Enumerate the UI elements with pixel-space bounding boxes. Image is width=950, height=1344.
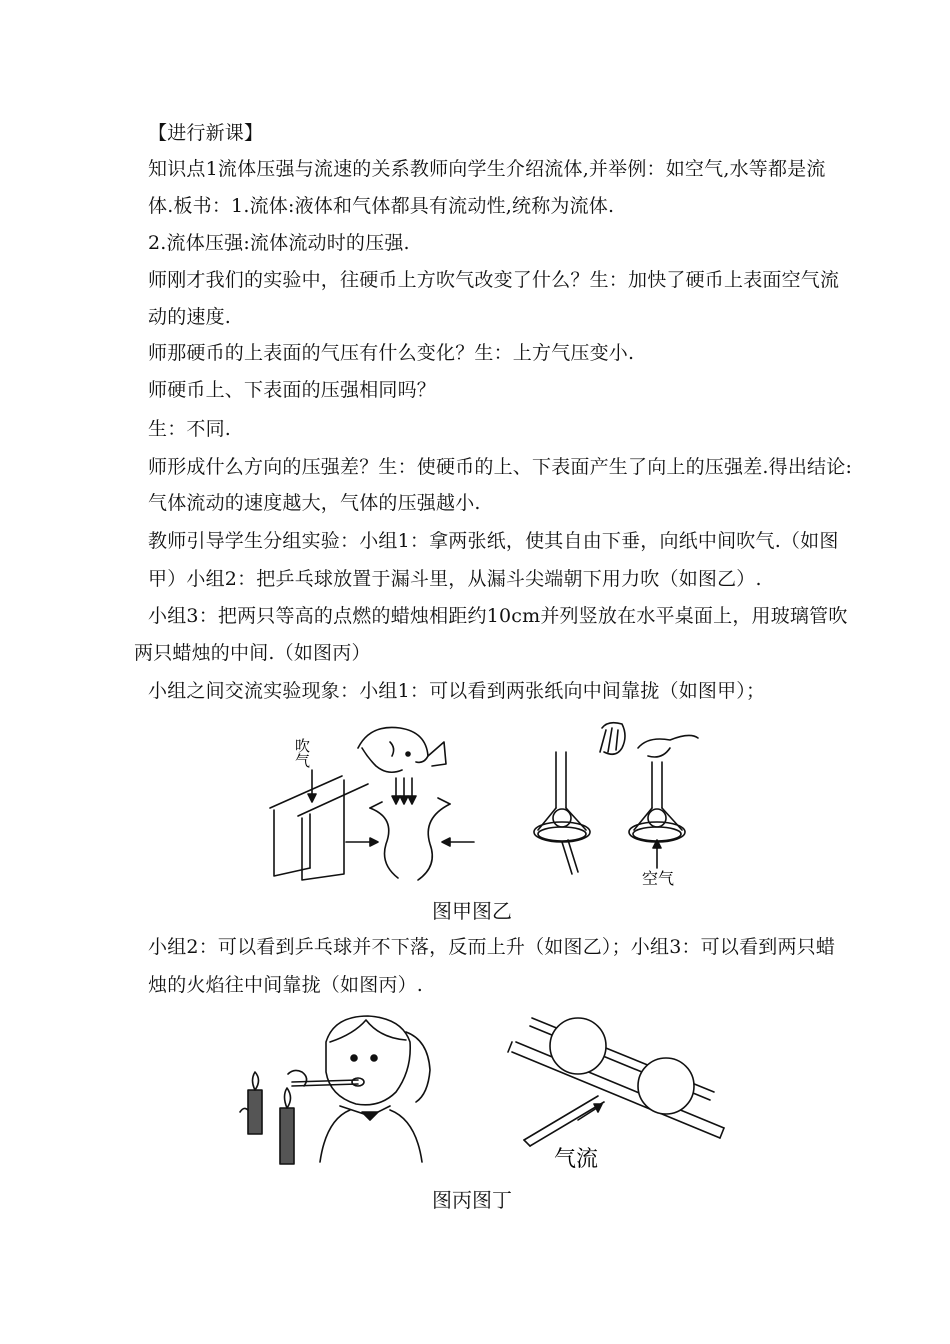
paragraph-line: 知识点1流体压强与流速的关系教师向学生介绍流体,并举例：如空气,水等都是流 [148, 158, 826, 180]
paragraph-line: 师硬币上、下表面的压强相同吗？ [148, 379, 437, 401]
figure-caption-2: 图丙图丁 [432, 1188, 512, 1212]
paragraph-line: 师形成什么方向的压强差？生：使硬币的上、下表面产生了向上的压强差.得出结论: [148, 456, 853, 478]
paragraph-line: 气体流动的速度越大，气体的压强越小. [148, 492, 481, 514]
figure-jia-yi [250, 718, 710, 888]
paragraph-line: 师那硬币的上表面的气压有什么变化？生：上方气压变小. [148, 342, 635, 364]
paragraph-line: 甲）小组2：把乒乓球放置于漏斗里，从漏斗尖端朝下用力吹（如图乙）. [148, 568, 762, 590]
paragraph-line: 动的速度. [148, 306, 232, 328]
section-heading: 【进行新课】 [148, 122, 264, 144]
paragraph-line: 两只蜡烛的中间.（如图丙） [134, 642, 371, 664]
label-blow: 吹气 [293, 738, 311, 768]
paragraph-line: 生：不同. [148, 418, 232, 440]
figure-caption-1: 图甲图乙 [432, 899, 512, 923]
paragraph-line: 小组3：把两只等高的点燃的蜡烛相距约10cm并列竖放在水平桌面上，用玻璃管吹 [148, 605, 848, 627]
label-airflow: 气流 [554, 1147, 599, 1172]
figure-bing-ding [230, 1012, 730, 1172]
paragraph-line: 教师引导学生分组实验：小组1：拿两张纸，使其自由下垂，向纸中间吹气.（如图 [148, 530, 839, 552]
paragraph-line: 小组2：可以看到乒乓球并不下落，反而上升（如图乙）；小组3：可以看到两只蜡 [148, 936, 836, 958]
paragraph-line: 小组之间交流实验现象：小组1：可以看到两张纸向中间靠拢（如图甲）； [148, 680, 766, 702]
paragraph-line: 烛的火焰往中间靠拢（如图丙）. [148, 974, 424, 996]
paragraph-line: 体.板书：1.流体:液体和气体都具有流动性,统称为流体. [148, 195, 615, 217]
label-air: 空气 [642, 869, 675, 888]
paragraph-line: 师刚才我们的实验中，往硬币上方吹气改变了什么？生：加快了硬币上表面空气流 [148, 269, 840, 291]
paragraph-line: 2.流体压强:流体流动时的压强. [148, 232, 410, 254]
